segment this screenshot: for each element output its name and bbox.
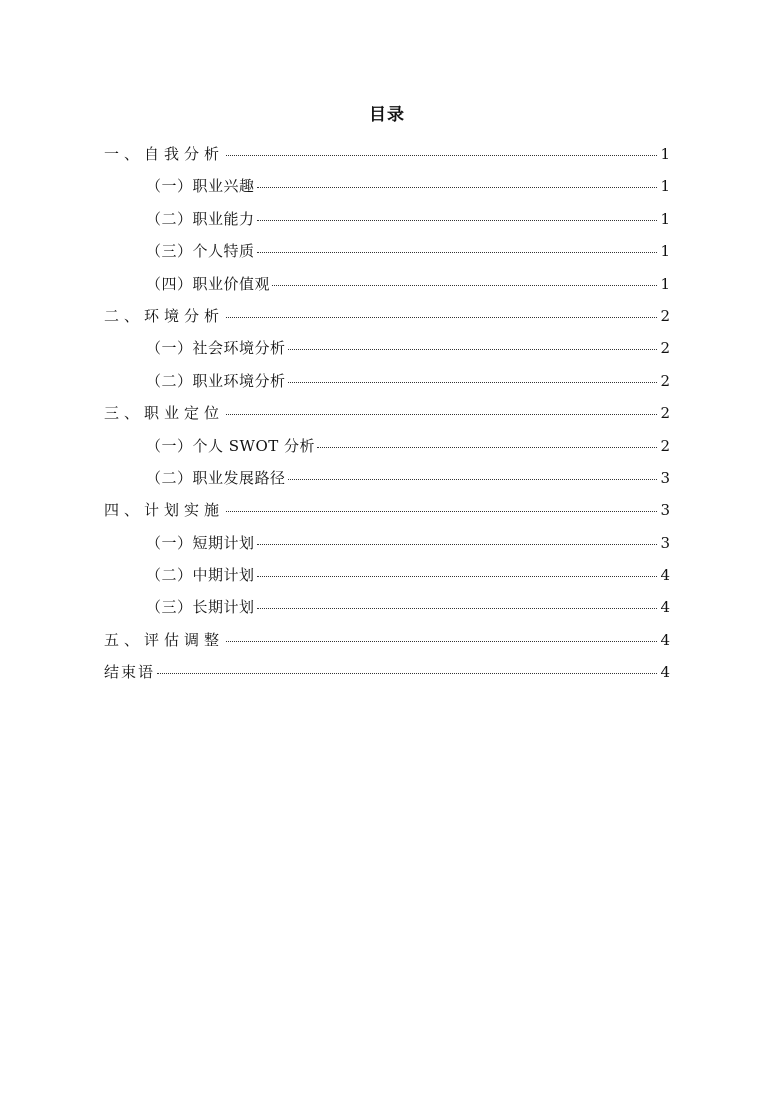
toc-entry-personal-traits[interactable] [104,235,670,267]
toc-page-number: 4 [660,630,670,649]
dot-leader [226,414,657,415]
toc-entry-label: 五、评估调整 [104,630,225,649]
dot-leader [157,673,657,674]
toc-title: 目录 [369,105,405,125]
toc-entry-mid-term-plan[interactable] [104,559,670,591]
toc-page-number: 2 [660,371,670,390]
toc-entry-label: （四）职业价值观 [146,274,271,293]
toc-entry-conclusion[interactable] [104,656,670,688]
toc-entry-label: （一）社会环境分析 [146,339,286,358]
toc-entry-swot-analysis[interactable] [104,430,670,462]
toc-entry-environment-analysis[interactable] [104,300,670,332]
toc-entry-career-values[interactable] [104,268,670,300]
toc-entry-long-term-plan[interactable] [104,591,670,623]
dot-leader [317,447,657,448]
dot-leader [257,187,658,188]
toc-entry-plan-implementation[interactable] [104,494,670,526]
toc-entry-label: （二）中期计划 [146,566,255,585]
dot-leader [226,641,657,642]
dot-leader [226,511,657,512]
toc-entry-label: （三）个人特质 [146,242,255,261]
toc-page-number: 2 [660,306,670,325]
toc-page-number: 1 [660,177,670,196]
dot-leader [257,608,658,609]
toc-page-number: 1 [660,209,670,228]
toc-entry-label: （二）职业环境分析 [146,371,286,390]
toc-entry-social-environment[interactable] [104,332,670,364]
toc-entry-career-ability[interactable] [104,203,670,235]
dot-leader [288,349,658,350]
toc-entry-career-environment[interactable] [104,365,670,397]
toc-page-number: 4 [660,566,670,585]
toc-entry-self-analysis[interactable] [104,138,670,170]
toc-entry-label: （二）职业能力 [146,209,255,228]
toc-page-number: 3 [660,533,670,552]
table-of-contents [104,138,670,689]
toc-page-number: 3 [660,501,670,520]
toc-page-number: 4 [660,598,670,617]
dot-leader [288,382,658,383]
toc-entry-career-interest[interactable] [104,170,670,202]
toc-entry-label: （二）职业发展路径 [146,468,286,487]
toc-entry-label: （一）职业兴趣 [146,177,255,196]
toc-entry-label: （三）长期计划 [146,598,255,617]
toc-page-number: 1 [660,145,670,163]
toc-entry-short-term-plan[interactable] [104,527,670,559]
toc-page-number: 2 [660,339,670,358]
dot-leader [226,317,657,318]
toc-entry-career-positioning[interactable] [104,397,670,429]
toc-entry-label: 结束语 [104,663,156,682]
dot-leader [288,479,658,480]
toc-entry-evaluation-adjustment[interactable] [104,624,670,656]
toc-page-number: 1 [660,242,670,261]
toc-entry-label: 二、环境分析 [104,306,225,325]
toc-entry-career-path[interactable] [104,462,670,494]
toc-page-number: 2 [660,404,670,423]
dot-leader [257,252,658,253]
toc-page-number: 2 [660,436,670,455]
toc-entry-label: 一、自我分析 [104,145,225,163]
dot-leader [272,285,657,286]
toc-entry-label: 四、计划实施 [104,501,225,520]
toc-page-number: 3 [660,468,670,487]
toc-entry-label: 三、职业定位 [104,404,225,423]
dot-leader [257,576,658,577]
dot-leader [257,544,658,545]
dot-leader [257,220,658,221]
toc-page-number: 4 [660,663,670,682]
toc-entry-label: （一）个人 SWOT 分析 [146,436,316,455]
dot-leader [226,155,657,156]
toc-page-number: 1 [660,274,670,293]
toc-entry-label: （一）短期计划 [146,533,255,552]
